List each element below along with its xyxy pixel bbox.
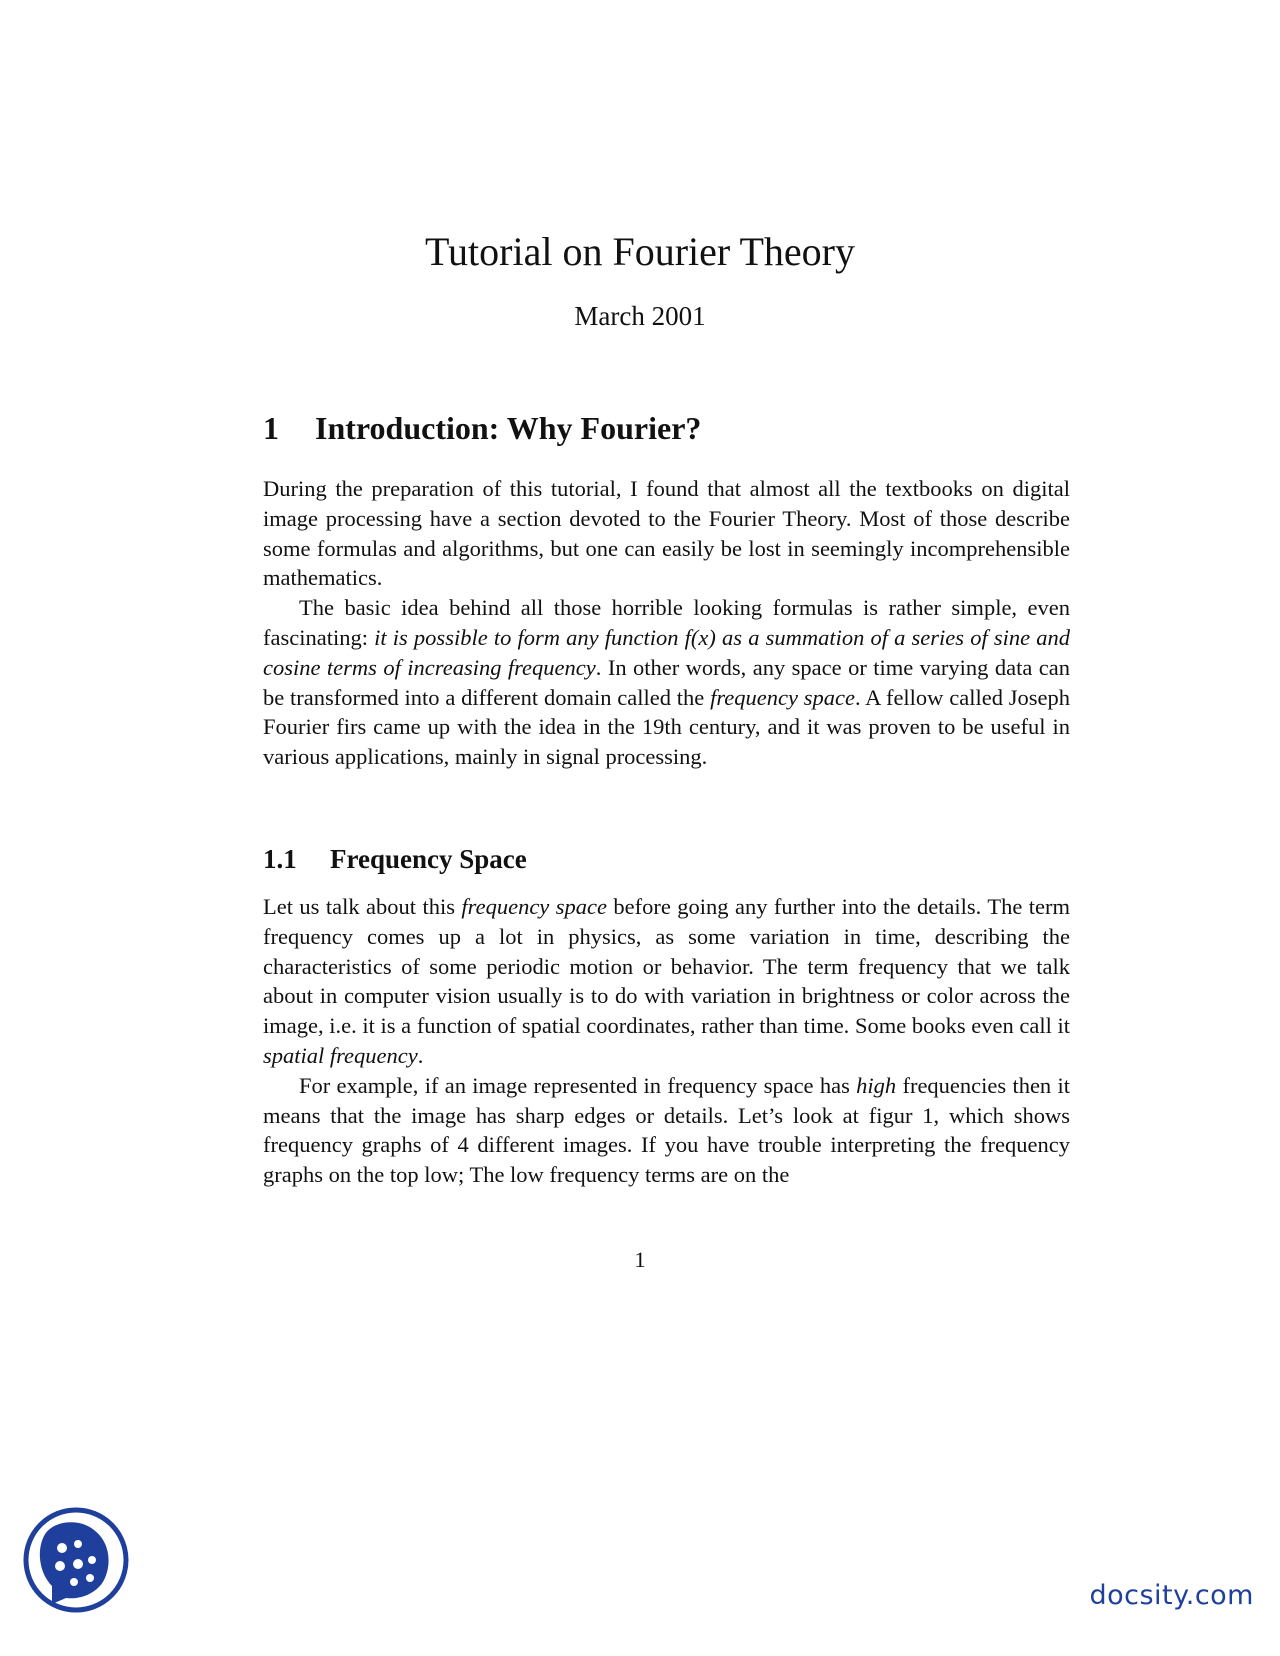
section-number: 1 — [263, 410, 279, 446]
intro-p2-emphasis-1: it is possible to form any function f(x) as a summation of a series of sine and cosine terms of increasing frequency — [263, 624, 1070, 680]
document-date: March 2001 — [574, 301, 706, 331]
docsity-brand-link[interactable]: docsity.com — [1089, 1580, 1254, 1611]
docsity-logo-icon[interactable] — [22, 1506, 130, 1614]
freq-p1-emphasis-1: frequency space — [461, 894, 607, 919]
freq-p1-end: . — [417, 1042, 424, 1068]
docsity-logo-graphic — [22, 1506, 130, 1614]
freq-p1-start: Let us talk about this — [263, 894, 462, 919]
freq-p2-start: For example, if an image represented in frequency space has — [299, 1072, 857, 1098]
intro-p2-mid: . In other words, any space or time varying data can be transformed into a different domain called the — [263, 654, 1070, 710]
freq-paragraph-2 — [263, 1071, 1070, 1190]
freq-paragraph-1 — [263, 892, 1070, 1071]
intro-paragraph-2 — [263, 593, 1070, 772]
introduction-body — [263, 474, 1070, 772]
freq-p2-end: frequencies then it means that the image has sharp edges or details. Let’s look at figur 1, which shows frequency graphs of 4 different images. If you have trouble interpreting the frequency graphs on the top low; The low frequency terms are on the — [263, 1072, 1070, 1188]
subsection-heading — [263, 842, 527, 876]
subsection-number: 1.1 — [263, 844, 297, 874]
document-title: Tutorial on Fourier Theory — [425, 229, 855, 274]
page-number: 1 — [634, 1247, 646, 1272]
section-heading — [263, 408, 701, 448]
freq-p1-emphasis-2: spatial frequency — [263, 1042, 418, 1068]
intro-paragraph-1: During the preparation of this tutorial, I found that almost all the textbooks on digital image processing have a section devoted to the Fourier Theory. Most of those describe some formulas and algorithms, but one can easily be lost in seemingly incomprehensible mathematics. — [263, 476, 1070, 591]
intro-p2-start: The basic idea behind all those horrible looking formulas is rather simple, even fascinating: — [263, 595, 1070, 650]
freq-p1-mid: before going any further into the details. The term frequency comes up a lot in physics, as some variation in time, describing the characteristics of some periodic motion or behavior. The term frequency that we talk about in computer vision usually is to do with variation in brightness or color across the image, i.e. it is a function of spatial coordinates, rather than time. Some books even call it — [263, 894, 1070, 1039]
section-title: Introduction: Why Fourier? — [315, 410, 702, 446]
intro-p2-end: . A fellow called Joseph Fourier firs came up with the idea in the 19th century, and it was proven to be useful in various applications, mainly in signal processing. — [263, 684, 1070, 770]
freq-p2-emphasis: high — [856, 1072, 897, 1098]
frequency-space-body — [263, 892, 1070, 1190]
subsection-title: Frequency Space — [330, 844, 527, 874]
intro-p2-emphasis-2: frequency space — [710, 684, 855, 710]
